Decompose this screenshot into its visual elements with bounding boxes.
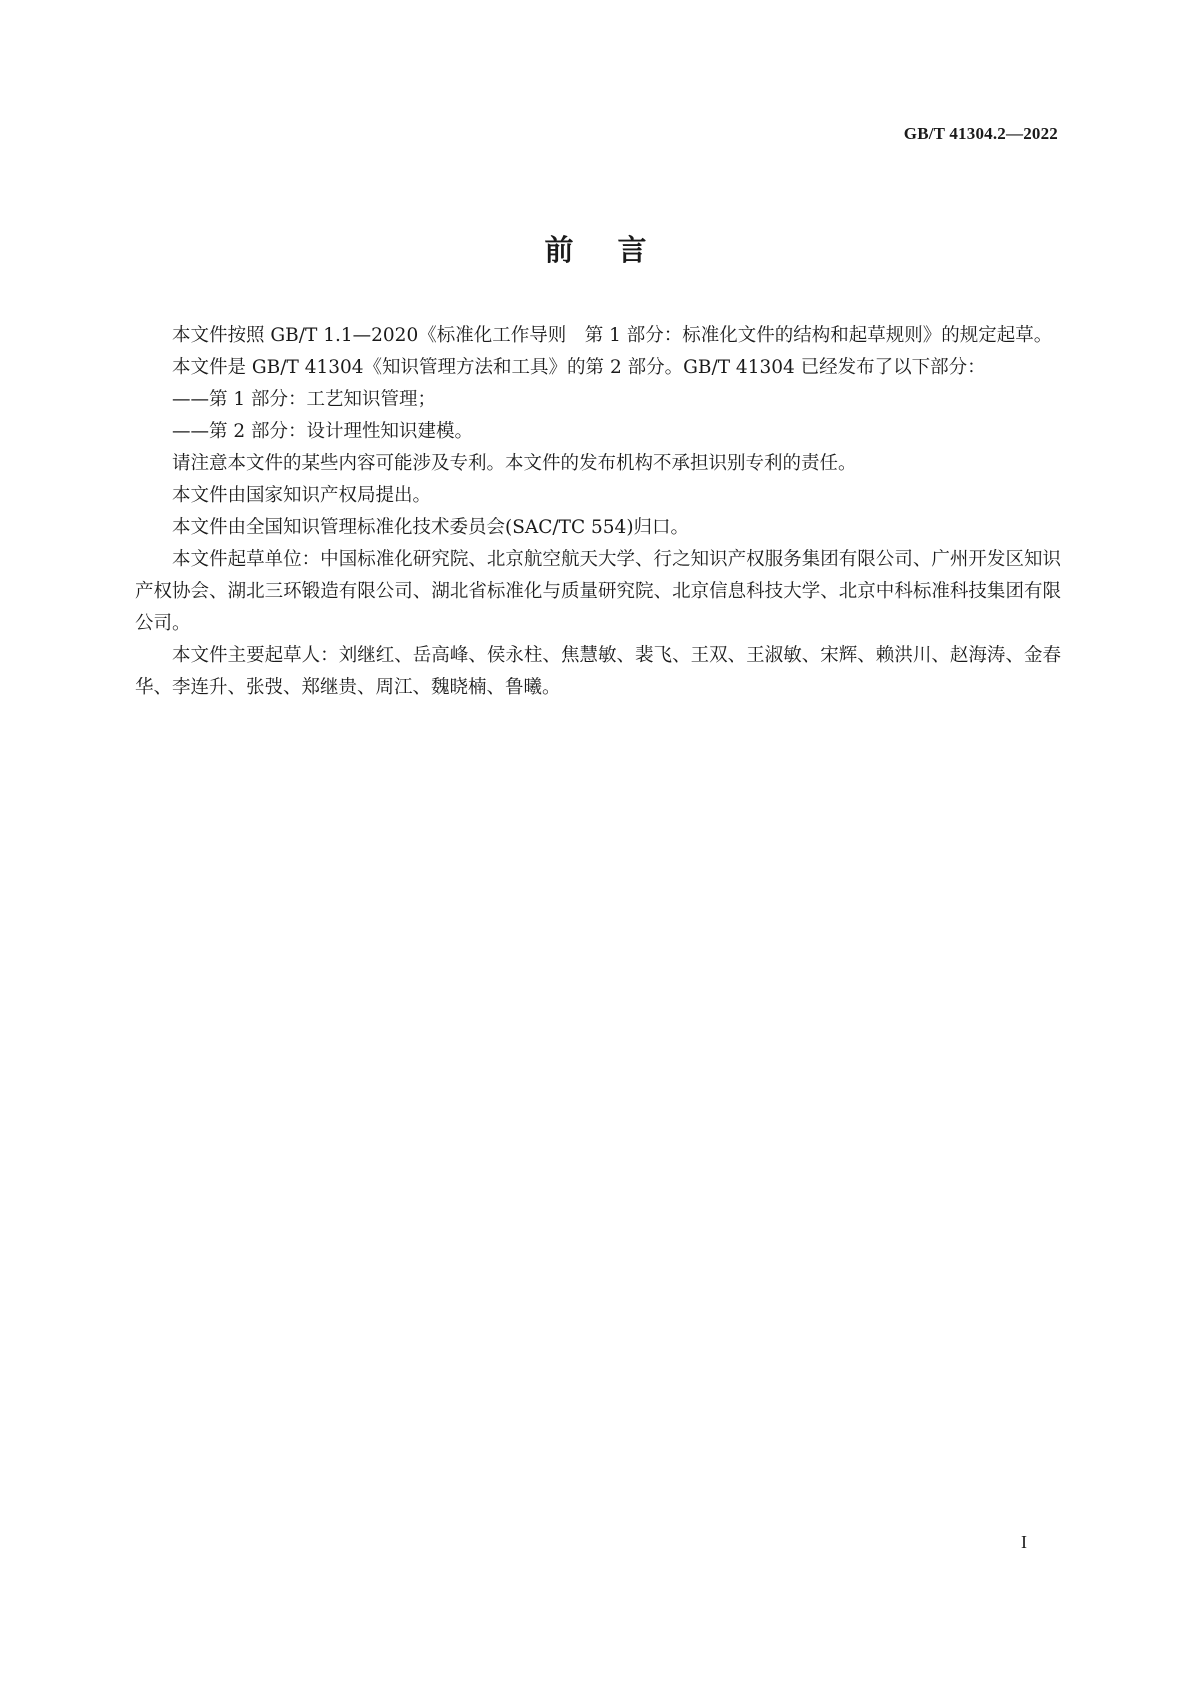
paragraph-drafting-units: 本文件起草单位：中国标准化研究院、北京航空航天大学、行之知识产权服务集团有限公司、广州开发区知识产权协会、湖北三环锻造有限公司、湖北省标准化与质量研究院、北京信息科技大学、北京中科标准科技集团有限公司。 [135,549,1061,634]
list-item-part-1: ——第 1 部分：工艺知识管理； [172,389,437,410]
page-title: 前言 [544,233,691,267]
standard-number: GB/T 41304.2—2022 [903,124,1058,143]
page-number: I [1021,1532,1027,1552]
paragraph-drafters: 本文件主要起草人：刘继红、岳高峰、侯永柱、焦慧敏、裴飞、王双、王淑敏、宋辉、赖洪川、赵海涛、金春华、李连升、张弢、郑继贵、周江、魏晓楠、鲁曦。 [135,645,1061,698]
paragraph-patent-notice: 请注意本文件的某些内容可能涉及专利。本文件的发布机构不承担识别专利的责任。 [172,453,857,474]
paragraph-committee: 本文件由全国知识管理标准化技术委员会(SAC/TC 554)归口。 [172,517,690,538]
paragraph-proposer: 本文件由国家知识产权局提出。 [172,485,432,506]
paragraph-drafting-rules: 本文件按照 GB/T 1.1—2020《标准化工作导则 第 1 部分：标准化文件的结构和起草规则》的规定起草。 [172,325,1053,346]
list-item-part-2: ——第 2 部分：设计理性知识建模。 [172,421,474,442]
foreword-body [135,320,1061,704]
paragraph-series-info: 本文件是 GB/T 41304《知识管理方法和工具》的第 2 部分。GB/T 41304 已经发布了以下部分： [172,357,986,378]
